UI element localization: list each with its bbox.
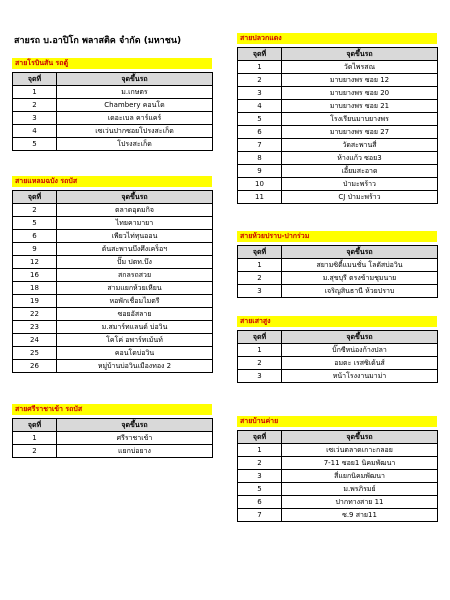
route-title: สายห้วยปราบ-ปากร่วม	[237, 231, 437, 242]
point-no-cell: 2	[238, 272, 282, 285]
header-point-no: จุดที่	[13, 73, 57, 86]
table-row	[238, 483, 438, 496]
table-row	[238, 457, 438, 470]
pickup-point-cell: วัดสะพานสี่	[282, 139, 438, 152]
table-row	[238, 139, 438, 152]
table-row	[13, 217, 213, 230]
pickup-point-cell: ซอยอัสลาย	[57, 308, 213, 321]
point-no-cell: 11	[238, 191, 282, 204]
point-no-cell: 1	[238, 259, 282, 272]
table-row	[13, 308, 213, 321]
pickup-point-cell: วัดไพรสณ	[282, 61, 438, 74]
table-header-row	[238, 246, 438, 259]
pickup-point-cell: มาบยางพร ซอย 12	[282, 74, 438, 87]
table-row	[13, 432, 213, 445]
table-row	[238, 113, 438, 126]
table-row	[13, 347, 213, 360]
point-no-cell: 2	[238, 74, 282, 87]
table-row	[13, 269, 213, 282]
route-saosung	[237, 316, 437, 383]
point-no-cell: 2	[238, 357, 282, 370]
header-pickup-point: จุดขึ้นรถ	[57, 73, 213, 86]
pickup-point-cell: มาบยางพร ซอย 21	[282, 100, 438, 113]
pickup-point-cell: หน้าโรงงานมาม่า	[282, 370, 438, 383]
pickup-point-cell: ไทยคามายา	[57, 217, 213, 230]
route-title: สายปลวกแดง	[237, 33, 437, 44]
route-sriracha	[12, 404, 212, 458]
table-row	[13, 256, 213, 269]
point-no-cell: 19	[13, 295, 57, 308]
header-pickup-point: จุดขึ้นรถ	[282, 331, 438, 344]
pickup-table	[237, 330, 438, 383]
pickup-point-cell: สกลรถสวย	[57, 269, 213, 282]
pickup-point-cell: 7-11 ซอย1 นิคมพัฒนา	[282, 457, 438, 470]
table-header-row	[238, 48, 438, 61]
header-pickup-point: จุดขึ้นรถ	[282, 246, 438, 259]
table-row	[238, 370, 438, 383]
pickup-point-cell: ตลาดอุดมกิจ	[57, 204, 213, 217]
table-row	[238, 126, 438, 139]
point-no-cell: 1	[238, 344, 282, 357]
pickup-point-cell: โคโค่ อพาร์ทเม้นท์	[57, 334, 213, 347]
header-pickup-point: จุดขึ้นรถ	[57, 419, 213, 432]
pickup-point-cell: อมตะ เรสซิเด้นส์	[282, 357, 438, 370]
table-row	[238, 444, 438, 457]
pickup-point-cell: CJ ป่ามะพร้าว	[282, 191, 438, 204]
pickup-point-cell: เดอะเบล คาร์แคร์	[57, 112, 213, 125]
table-row	[238, 61, 438, 74]
table-row	[13, 125, 213, 138]
point-no-cell: 12	[13, 256, 57, 269]
pickup-table	[237, 430, 438, 522]
header-point-no: จุดที่	[238, 431, 282, 444]
table-row	[13, 86, 213, 99]
table-row	[238, 470, 438, 483]
pickup-point-cell: คอนโดบ่อวิน	[57, 347, 213, 360]
table-row	[13, 321, 213, 334]
point-no-cell: 2	[238, 457, 282, 470]
point-no-cell: 3	[13, 112, 57, 125]
point-no-cell: 1	[238, 61, 282, 74]
point-no-cell: 10	[238, 178, 282, 191]
header-point-no: จุดที่	[238, 246, 282, 259]
pickup-point-cell: เจริญสินธานี ห้วยปราบ	[282, 285, 438, 298]
pickup-table	[12, 190, 213, 373]
point-no-cell: 7	[238, 509, 282, 522]
page-title: สายรถ บ.อาปิโก พลาสติค จำกัด (มหาชน)	[14, 36, 182, 46]
table-row	[238, 344, 438, 357]
pickup-point-cell: มาบยางพร ซอย 27	[282, 126, 438, 139]
pickup-point-cell: ม.สมาร์ทแลนด์ บ่อวิน	[57, 321, 213, 334]
pickup-point-cell: Chambery คอนโด	[57, 99, 213, 112]
point-no-cell: 4	[238, 100, 282, 113]
pickup-table	[237, 245, 438, 298]
header-pickup-point: จุดขึ้นรถ	[57, 191, 213, 204]
table-row	[13, 112, 213, 125]
pickup-point-cell: แยกบ่อยาง	[57, 445, 213, 458]
point-no-cell: 1	[13, 432, 57, 445]
point-no-cell: 23	[13, 321, 57, 334]
point-no-cell: 16	[13, 269, 57, 282]
pickup-point-cell: บิ๊กซีหน่องก้างปลา	[282, 344, 438, 357]
table-row	[238, 87, 438, 100]
table-row	[13, 99, 213, 112]
table-row	[238, 285, 438, 298]
point-no-cell: 1	[13, 86, 57, 99]
pickup-point-cell: ม.พรภิรมย์	[282, 483, 438, 496]
table-header-row	[13, 191, 213, 204]
table-header-row	[238, 331, 438, 344]
point-no-cell: 24	[13, 334, 57, 347]
route-phrabudhabat	[12, 58, 212, 151]
pickup-point-cell: โปรงสะเก็ด	[57, 138, 213, 151]
pickup-point-cell: หอพักเชื่อมไมตรี	[57, 295, 213, 308]
route-bankhai	[237, 416, 437, 522]
point-no-cell: 1	[238, 444, 282, 457]
point-no-cell: 3	[238, 370, 282, 383]
point-no-cell: 6	[13, 230, 57, 243]
pickup-point-cell: ป่ามะพร้าว	[282, 178, 438, 191]
pickup-point-cell: ห้างแก้ว ซอย3	[282, 152, 438, 165]
point-no-cell: 8	[238, 152, 282, 165]
table-row	[238, 165, 438, 178]
table-row	[238, 272, 438, 285]
pickup-point-cell: เซเว่นตลาดเกาะกลอย	[282, 444, 438, 457]
header-point-no: จุดที่	[238, 48, 282, 61]
point-no-cell: 2	[13, 204, 57, 217]
point-no-cell: 7	[238, 139, 282, 152]
table-row	[13, 138, 213, 151]
pickup-table	[237, 47, 438, 204]
point-no-cell: 18	[13, 282, 57, 295]
point-no-cell: 5	[238, 113, 282, 126]
point-no-cell: 5	[13, 138, 57, 151]
point-no-cell: 2	[13, 99, 57, 112]
pickup-table	[12, 72, 213, 151]
table-row	[13, 243, 213, 256]
table-header-row	[238, 431, 438, 444]
pickup-point-cell: ซ.9 สาย11	[282, 509, 438, 522]
route-laemchabang	[12, 176, 212, 373]
point-no-cell: 3	[238, 285, 282, 298]
pickup-point-cell: ศรีราชาเข้า	[57, 432, 213, 445]
table-row	[13, 282, 213, 295]
table-row	[13, 230, 213, 243]
point-no-cell: 22	[13, 308, 57, 321]
pickup-point-cell: สยามซิตี้แมนชั่น โลตัสบ่อวิน	[282, 259, 438, 272]
pickup-point-cell: มาบยางพร ซอย 20	[282, 87, 438, 100]
table-row	[13, 204, 213, 217]
pickup-point-cell: สี่แยกนิคมพัฒนา	[282, 470, 438, 483]
header-point-no: จุดที่	[13, 191, 57, 204]
pickup-point-cell: สามแยกห้วยเหียน	[57, 282, 213, 295]
route-title: สายแหลมฉบัง รถบัส	[12, 176, 212, 187]
pickup-point-cell: หมู่บ้านบ่อวินเมืองทอง 2	[57, 360, 213, 373]
pickup-point-cell: เพียวไท่ทุนออน	[57, 230, 213, 243]
pickup-point-cell: ม.เกษตร	[57, 86, 213, 99]
table-row	[13, 334, 213, 347]
point-no-cell: 2	[13, 445, 57, 458]
table-row	[238, 496, 438, 509]
point-no-cell: 4	[13, 125, 57, 138]
route-title: สายบ้านค่าย	[237, 416, 437, 427]
point-no-cell: 3	[238, 470, 282, 483]
point-no-cell: 9	[13, 243, 57, 256]
table-row	[238, 100, 438, 113]
point-no-cell: 5	[238, 483, 282, 496]
point-no-cell: 9	[238, 165, 282, 178]
pickup-point-cell: ม.สุขบุรี ตรงข้ามชุมนาย	[282, 272, 438, 285]
route-huaiprab	[237, 231, 437, 298]
route-title: สายเสาสูง	[237, 316, 437, 327]
table-row	[238, 509, 438, 522]
table-row	[238, 74, 438, 87]
table-header-row	[13, 419, 213, 432]
table-row	[238, 259, 438, 272]
table-row	[238, 191, 438, 204]
pickup-point-cell: ปั๊ม ปตท.บึง	[57, 256, 213, 269]
pickup-table	[12, 418, 213, 458]
point-no-cell: 6	[238, 126, 282, 139]
pickup-point-cell: ปากทางสาย 11	[282, 496, 438, 509]
header-pickup-point: จุดขึ้นรถ	[282, 48, 438, 61]
point-no-cell: 5	[13, 217, 57, 230]
table-row	[13, 360, 213, 373]
pickup-point-cell: เซเว่นปากซอยโปรงสะเก็ด	[57, 125, 213, 138]
pickup-point-cell: ต้นสะพานบึงศึงเคร็อฯ	[57, 243, 213, 256]
route-title: สายโรบินสัน รถตู้	[12, 58, 212, 69]
header-pickup-point: จุดขึ้นรถ	[282, 431, 438, 444]
table-row	[13, 445, 213, 458]
route-title: สายศรีราชาเข้า รถบัส	[12, 404, 212, 415]
table-row	[238, 152, 438, 165]
header-point-no: จุดที่	[13, 419, 57, 432]
route-pluakdaeng	[237, 33, 437, 204]
point-no-cell: 26	[13, 360, 57, 373]
table-row	[238, 178, 438, 191]
table-header-row	[13, 73, 213, 86]
table-row	[238, 357, 438, 370]
pickup-point-cell: เอี้ยมสะอาด	[282, 165, 438, 178]
point-no-cell: 6	[238, 496, 282, 509]
pickup-point-cell: โรงเรียนมาบยางพร	[282, 113, 438, 126]
table-row	[13, 295, 213, 308]
point-no-cell: 25	[13, 347, 57, 360]
point-no-cell: 3	[238, 87, 282, 100]
header-point-no: จุดที่	[238, 331, 282, 344]
